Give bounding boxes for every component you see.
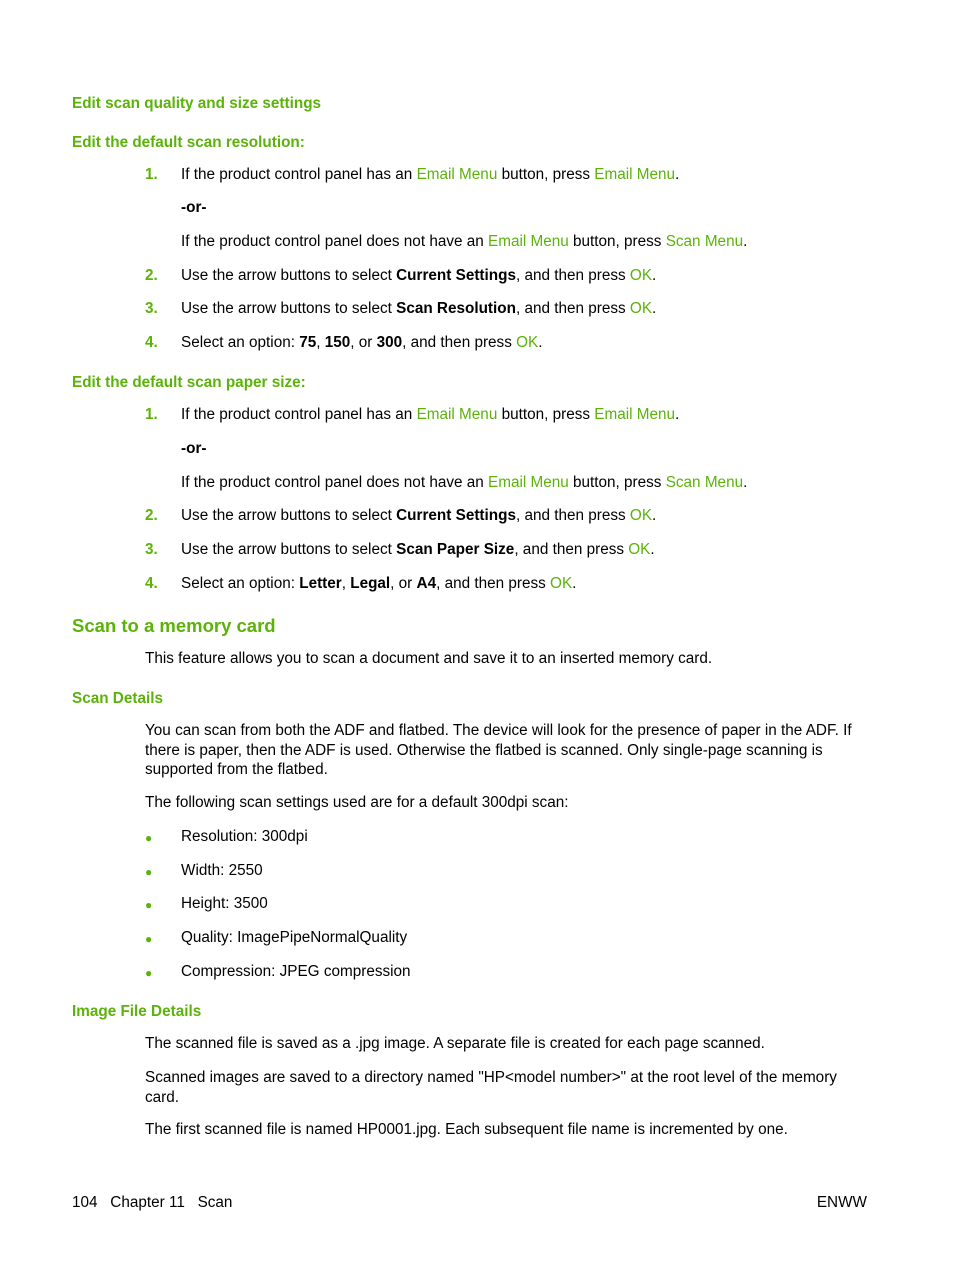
step-text: Select an option: 75, 150, or 300, and then press OK. bbox=[181, 334, 543, 351]
list-item: Quality: ImagePipeNormalQuality bbox=[181, 929, 408, 946]
subsection-heading-image-file: Image File Details bbox=[72, 1003, 202, 1020]
step-text: If the product control panel has an Email Menu button, press Email Menu. bbox=[181, 166, 680, 183]
bullet-dot: ● bbox=[145, 831, 153, 845]
section-title-memory-card: Scan to a memory card bbox=[72, 615, 276, 636]
step-number: 4. bbox=[145, 575, 158, 592]
bullet-dot: ● bbox=[145, 898, 153, 912]
settings-intro: The following scan settings used are for a default 300dpi scan: bbox=[145, 794, 569, 811]
file-paragraph: Scanned images are saved to a directory named "HP<model number>" at the root level of the memory card. bbox=[145, 1069, 837, 1106]
details-paragraph: You can scan from both the ADF and flatbed. The device will look for the presence of paper in the ADF. If there is paper, then the ADF is used. Otherwise the flatbed is scanned. Only single-page scanning is supported from the flatbed. bbox=[145, 722, 852, 778]
list-item: Compression: JPEG compression bbox=[181, 963, 411, 980]
list-item: Height: 3500 bbox=[181, 895, 268, 912]
step-number: 1. bbox=[145, 166, 158, 183]
step-number: 3. bbox=[145, 300, 158, 317]
file-paragraph: The first scanned file is named HP0001.jpg. Each subsequent file name is incremented by one. bbox=[145, 1121, 788, 1138]
section-heading: Edit scan quality and size settings bbox=[72, 95, 322, 112]
intro-paragraph: This feature allows you to scan a document and save it to an inserted memory card. bbox=[145, 650, 713, 667]
step-number: 4. bbox=[145, 334, 158, 351]
step-text: Use the arrow buttons to select Current Settings, and then press OK. bbox=[181, 507, 657, 524]
bullet-dot: ● bbox=[145, 966, 153, 980]
step-number: 2. bbox=[145, 507, 158, 524]
step-text: Select an option: Letter, Legal, or A4, and then press OK. bbox=[181, 575, 577, 592]
step-text: If the product control panel has an Email Menu button, press Email Menu. bbox=[181, 406, 680, 423]
or-separator: -or- bbox=[181, 199, 207, 216]
step-text: Use the arrow buttons to select Scan Paper Size, and then press OK. bbox=[181, 541, 655, 558]
step-number: 1. bbox=[145, 406, 158, 423]
step-text: If the product control panel does not have an Email Menu button, press Scan Menu. bbox=[181, 233, 748, 250]
subsection-heading-paper-size: Edit the default scan paper size: bbox=[72, 374, 306, 391]
bullet-dot: ● bbox=[145, 865, 153, 879]
or-separator: -or- bbox=[181, 440, 207, 457]
footer-page-info: 104 Chapter 11 Scan bbox=[72, 1194, 233, 1211]
list-item: Width: 2550 bbox=[181, 862, 263, 879]
step-text: Use the arrow buttons to select Scan Resolution, and then press OK. bbox=[181, 300, 657, 317]
step-number: 2. bbox=[145, 267, 158, 284]
step-text: Use the arrow buttons to select Current Settings, and then press OK. bbox=[181, 267, 657, 284]
list-item: Resolution: 300dpi bbox=[181, 828, 308, 845]
step-text: If the product control panel does not have an Email Menu button, press Scan Menu. bbox=[181, 474, 748, 491]
subsection-heading-scan-details: Scan Details bbox=[72, 690, 163, 707]
file-paragraph: The scanned file is saved as a .jpg image. A separate file is created for each page scanned. bbox=[145, 1035, 765, 1052]
bullet-dot: ● bbox=[145, 932, 153, 946]
step-number: 3. bbox=[145, 541, 158, 558]
subsection-heading-resolution: Edit the default scan resolution: bbox=[72, 134, 305, 151]
footer-enww: ENWW bbox=[816, 1194, 867, 1211]
